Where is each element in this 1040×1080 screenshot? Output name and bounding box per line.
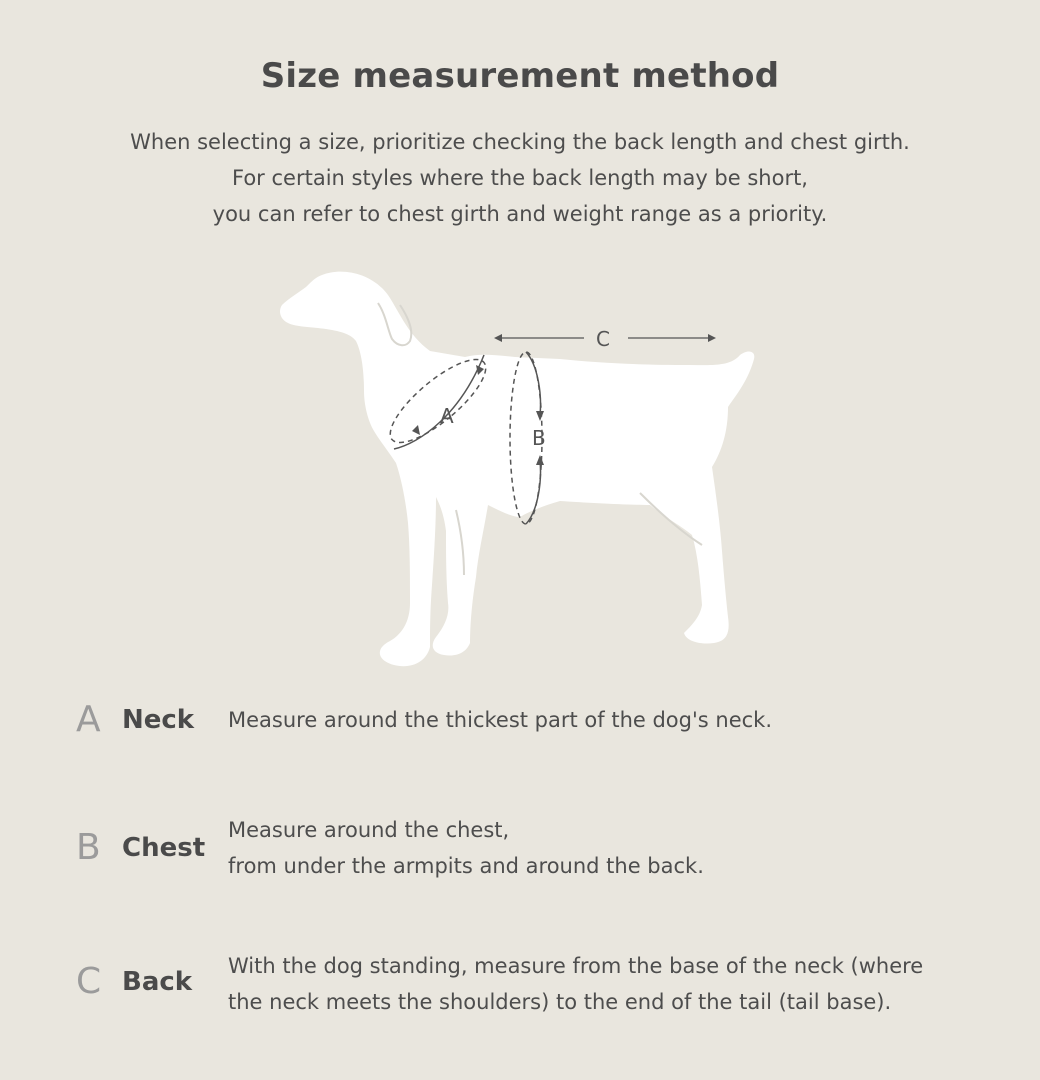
intro-line-1: When selecting a size, prioritize checking the back length and chest girth. (130, 130, 910, 154)
chest-desc-line-1: Measure around the chest, (228, 818, 510, 842)
measurement-back (76, 948, 1006, 1028)
measurement-letter-a: A (76, 699, 101, 740)
measurement-neck (76, 700, 1006, 780)
measurement-desc-back (228, 948, 998, 1020)
measurement-name-chest: Chest (122, 833, 206, 863)
measurement-chest (76, 812, 1006, 892)
diagram-label-c: C (596, 327, 610, 351)
diagram-label-a: A (440, 404, 454, 428)
page-title: Size measurement method (260, 56, 780, 96)
dog-diagram-svg (260, 255, 780, 685)
measurement-name-neck: Neck (122, 705, 195, 735)
intro-line-2: For certain styles where the back length may be short, (232, 166, 808, 190)
neck-desc-line-1: Measure around the thickest part of the dog's neck. (228, 708, 772, 732)
intro-text (0, 124, 1040, 232)
measurement-name-back: Back (122, 967, 193, 997)
back-desc-line-2: the neck meets the shoulders) to the end of the tail (tail base). (228, 990, 892, 1014)
intro-line-3: you can refer to chest girth and weight range as a priority. (212, 202, 828, 226)
measurement-desc-chest (228, 812, 998, 884)
diagram-label-b: B (532, 426, 546, 450)
measurement-desc-neck (228, 702, 998, 738)
chest-desc-line-2: from under the armpits and around the back. (228, 854, 704, 878)
measurement-letter-b: B (76, 827, 101, 868)
back-desc-line-1: With the dog standing, measure from the base of the neck (where (228, 954, 924, 978)
measurement-letter-c: C (76, 961, 102, 1002)
dog-silhouette (280, 272, 754, 667)
dog-measurement-diagram (260, 255, 780, 685)
